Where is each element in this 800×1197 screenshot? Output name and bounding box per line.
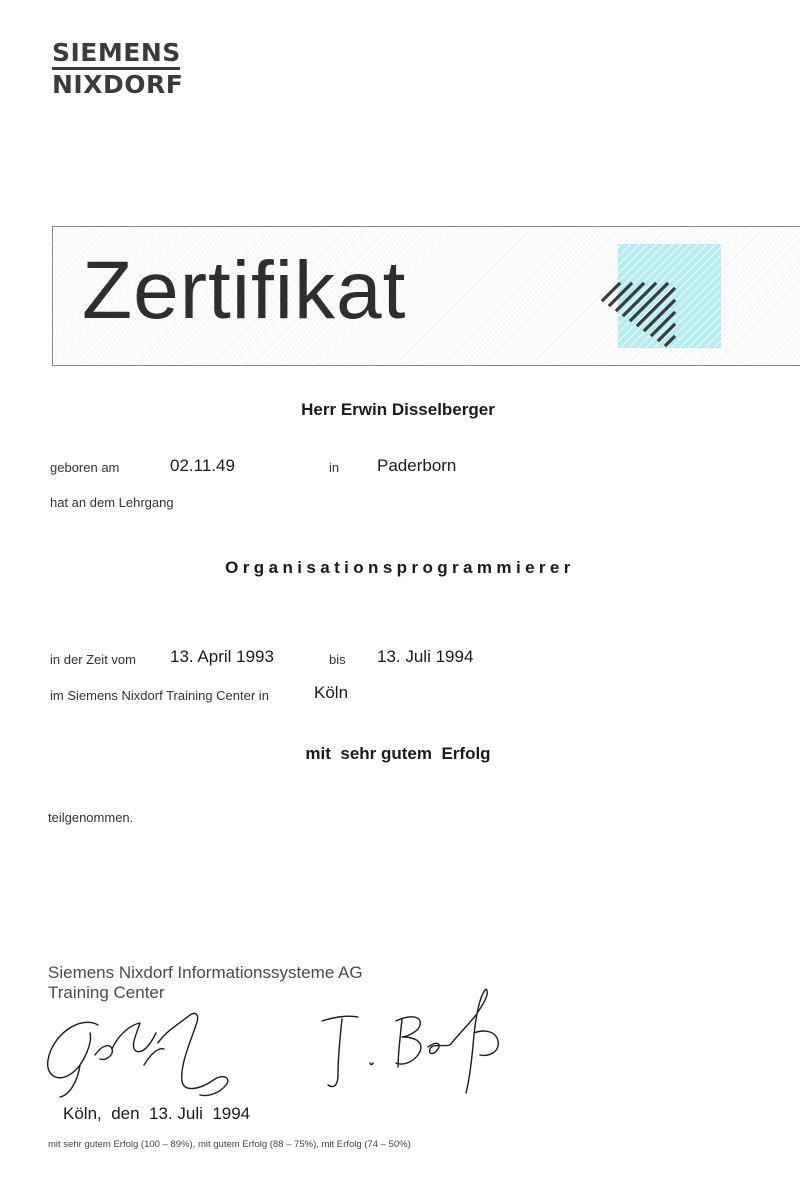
until-label: bis (329, 652, 346, 667)
birthplace: Paderborn (377, 456, 457, 475)
place-and-date: Köln, den 13. Juli 1994 (63, 1104, 251, 1123)
grading-footnote: mit sehr gutem Erfolg (100 – 89%), mit gutem Erfolg (88 – 75%), mit Erfolg (74 – 50%) (48, 1139, 411, 1150)
siemens-nixdorf-logo (52, 38, 184, 99)
venue-city: Köln (314, 683, 349, 702)
closing-text: teilgenommen. (48, 810, 134, 825)
signatures (40, 985, 520, 1105)
period-label: in der Zeit vom (50, 652, 136, 667)
period-start: 13. April 1993 (170, 647, 274, 666)
issuer-name: Siemens Nixdorf Informationssysteme AG (48, 963, 363, 982)
signature-left (48, 1013, 228, 1097)
issuer-department: Training Center (48, 983, 165, 1002)
course-intro: hat an dem Lehrgang (50, 495, 174, 510)
signature-right (322, 989, 498, 1093)
venue-label: im Siemens Nixdorf Training Center in (50, 688, 269, 703)
recipient-name: Herr Erwin Disselberger (301, 400, 495, 419)
result-grade: mit sehr gutem Erfolg (305, 744, 491, 763)
period-end: 13. Juli 1994 (377, 647, 474, 666)
emblem-icon (598, 242, 726, 360)
born-date: 02.11.49 (170, 456, 235, 475)
logo-line-siemens: SIEMENS (52, 38, 181, 67)
born-label: geboren am (50, 460, 120, 475)
logo-line-nixdorf: NIXDORF (52, 70, 184, 99)
certificate-title: Zertifikat (82, 245, 407, 336)
course-name: Organisationsprogrammierer (225, 558, 575, 577)
in-label: in (329, 460, 340, 475)
emblem-cyan-square (618, 244, 721, 348)
